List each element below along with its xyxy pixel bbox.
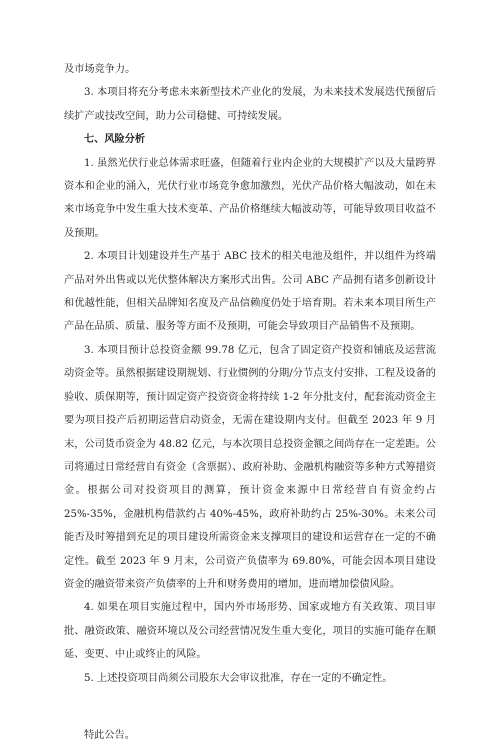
- risk-item-1: 1. 虽然光伏行业总体需求旺盛，但随着行业内企业的大规模扩产以及大量跨界资本和企业的涌入，光伏行业市场竞争愈加激烈，光伏产品价格大幅波动，如在未来市场竞争中发生重大技术变革、产品价格继续大幅波动等，可能导致项目收益不及预期。: [64, 157, 436, 239]
- paragraph-item-3-tech: 3. 本项目将充分考虑未来新型技术产业化的发展，为未来技术发展迭代预留后续扩产或技改空间，助力公司稳健、可持续发展。: [64, 87, 436, 122]
- section-heading-risk-analysis: 七、风险分析: [84, 133, 146, 146]
- risk-item-2: 2. 本项目计划建设并生产基于 ABC 技术的相关电池及组件，并以组件为终端产品对外出售或以光伏整体解决方案形式出售。公司 ABC 产品拥有诸多创新设计和优越性能，但相关品牌知名度及产品信赖度仍处于培育期。若未来本项目所生产产品在品质、质量、服务等方面不及预期，可能会导致项目产品销售不及预期。: [64, 251, 436, 333]
- paragraph-continuation: 及市场竞争力。: [64, 64, 136, 75]
- risk-item-5: 5. 上述投资项目尚须公司股东大会审议批准，存在一定的不确定性。: [84, 672, 393, 684]
- closing-notice: 特此公告。: [84, 729, 135, 741]
- risk-item-3: 3. 本项目预计总投资金额 99.78 亿元，包含了固定资产投资和铺底及运营流动资金等。虽然根据建设期规划、行业惯例的分期/分节点支付安排、工程及设备的验收、质保期等，预计固定资产投资资金将持续 1-2 年分批支付，配套流动资金主要为项目投产后初期运营启动资金，无需在建设期内支付。但截至 2023 年 9 月末，公司货币资金为 48.82 亿元，与本次项目总投资金额之间尚存在一定差距。公司将通过日常经营自有资金（含票据）、政府补助、金融机构融资等多种方式筹措资金。根据公司对投资项目的测算，预计资金来源中日常经营自有资金约占 25%-35%，金融机构借款约占 40%-45%，政府补助约占 25%-30%。未来公司能否及时筹措到充足的项目建设所需资金来支撑项目的建设和运营存在一定的不确定性。截至 2023 年 9 月末，公司资产负债率为 69.80%，可能会因本项目建设资金的融资带来资产负债率的上升和财务费用的增加，进而增加偿债风险。: [64, 344, 436, 590]
- risk-item-4: 4. 如果在项目实施过程中，国内外市场形势、国家或地方有关政策、项目审批、融资政策、融资环境以及公司经营情况发生重大变化，项目的实施可能存在顺延、变更、中止或终止的风险。: [64, 602, 436, 661]
